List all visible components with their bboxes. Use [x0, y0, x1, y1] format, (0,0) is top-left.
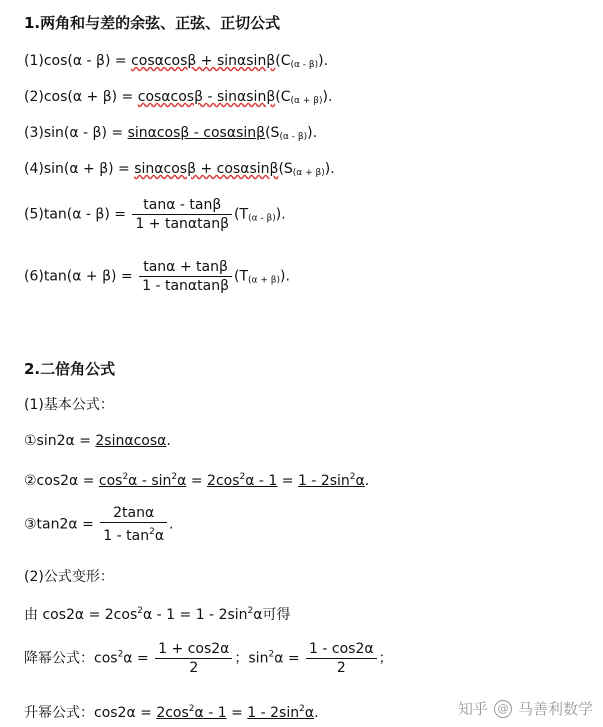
- watermark-site: 知乎: [457, 700, 488, 718]
- formula-part1: [156, 705, 226, 721]
- formula-label: ②cos2α =: [24, 473, 99, 489]
- fraction: [306, 640, 377, 677]
- formula-label: (6)tan(α + β) =: [24, 268, 138, 285]
- fraction-denominator: 2: [336, 660, 346, 676]
- part-text: α: [177, 473, 187, 489]
- part-text: 2cos: [207, 473, 240, 489]
- at-icon: @: [494, 700, 512, 718]
- formula-tag-end: ).: [275, 206, 286, 223]
- formula-tag: (T: [234, 268, 249, 285]
- formula-tag-end: ).: [280, 268, 290, 285]
- formula-rhs: sinαcosβ - cosαsinβ: [127, 125, 266, 141]
- transform-label: (2)公式变形：: [24, 569, 114, 585]
- exponent: 2: [299, 704, 305, 714]
- formula-tag-end: ).: [307, 125, 318, 141]
- part-text: α - 1: [194, 705, 227, 721]
- exponent: 2: [122, 472, 129, 482]
- formula-tag-sub: (α - β): [248, 213, 276, 224]
- formula-rhs: 2sinαcosα: [95, 433, 167, 449]
- part-text: 1 - tan: [103, 528, 150, 544]
- formula-rhs: sinαcosβ + cosαsinβ: [134, 161, 279, 177]
- part-text: α: [355, 473, 365, 489]
- formula-label: (4)sin(α + β) =: [24, 161, 135, 177]
- exponent: 2: [149, 527, 155, 537]
- part-text: α可得: [253, 607, 291, 623]
- power-reduction-formula: [24, 640, 393, 677]
- formula-end: ；: [378, 650, 393, 667]
- fraction: [132, 196, 232, 233]
- double-angle-sin: [24, 432, 171, 450]
- equals: =: [186, 473, 208, 489]
- formula-tag: (S: [278, 161, 293, 177]
- power-raising-formula: [24, 700, 319, 722]
- part-text: ；sin: [234, 650, 269, 667]
- fraction-numerator: 1 - cos2α: [306, 640, 377, 659]
- part-text: α - 1: [245, 473, 278, 489]
- double-angle-tan: [24, 504, 174, 545]
- formula-tag: (T: [234, 206, 249, 223]
- formula-part1: [99, 473, 187, 489]
- part-text: 2cos: [156, 705, 189, 721]
- formula-tag-sub: (α - β): [279, 132, 308, 142]
- exponent: 2: [117, 649, 124, 660]
- exponent: 2: [171, 472, 178, 482]
- formula-end: .: [169, 516, 174, 533]
- section1-heading: 1.两角和与差的余弦、正弦、正切公式: [24, 14, 281, 32]
- exponent: 2: [137, 606, 143, 616]
- formula-tag-end: ).: [324, 161, 335, 177]
- formula-tag-sub: (α + β): [292, 168, 325, 178]
- part-text: α: [304, 705, 315, 721]
- double-angle-cos: [24, 468, 369, 490]
- part-text: 1 - 2sin: [247, 705, 300, 721]
- section2-heading: 2.二倍角公式: [24, 360, 116, 378]
- formula-tag-end: ).: [318, 53, 329, 69]
- fraction-numerator: tanα + tanβ: [139, 258, 232, 277]
- part-text: α =: [123, 650, 154, 667]
- exponent: 2: [349, 472, 356, 482]
- exponent: 2: [247, 606, 254, 616]
- formula-label: (3)sin(α - β) =: [24, 125, 128, 141]
- fraction-numerator: tanα - tanβ: [132, 196, 232, 215]
- formula-tan-plus: [24, 258, 290, 295]
- exponent: 2: [239, 472, 246, 482]
- watermark-author: 马善利数学: [517, 700, 593, 718]
- formula-tag-end: ).: [322, 89, 333, 105]
- fraction-numerator: 1 + cos2α: [155, 640, 232, 659]
- formula-end: .: [314, 705, 319, 721]
- fraction: [155, 640, 232, 677]
- formula-cos-plus: [24, 88, 332, 110]
- formula-tag: (S: [265, 125, 280, 141]
- equals: =: [226, 705, 248, 721]
- formula-tag-sub: (α + β): [248, 275, 281, 286]
- fraction-denominator: 1 - tanαtanβ: [142, 278, 230, 294]
- fraction-numerator: 2tanα: [100, 504, 167, 523]
- exponent: 2: [268, 649, 275, 660]
- formula-tan-minus: [24, 196, 286, 233]
- formula-part2: [207, 473, 277, 489]
- fraction-denominator: [100, 523, 167, 545]
- formula-label: 降幂公式：cos: [24, 650, 118, 667]
- basic-formulas-label: (1)基本公式：: [24, 397, 114, 413]
- formula-label: (5)tan(α - β) =: [24, 206, 131, 223]
- part-text: α =: [274, 650, 305, 667]
- formula-end: .: [166, 433, 171, 449]
- formula-sin-plus: [24, 160, 335, 182]
- formula-tag-sub: (α + β): [290, 96, 323, 106]
- part-text: 1 - 2sin: [297, 473, 350, 489]
- fraction-denominator: 1 + tanαtanβ: [135, 216, 230, 232]
- zhihu-watermark: [458, 698, 593, 719]
- formula-rhs: cosαcosβ - sinαsinβ: [137, 89, 276, 105]
- fraction-denominator: 2: [189, 660, 199, 676]
- formula-part2: [247, 705, 314, 721]
- part-text: cos: [98, 473, 123, 489]
- formula-tag: (C: [275, 89, 291, 105]
- formula-part3: [298, 473, 365, 489]
- formula-rhs: cosαcosβ + sinαsinβ: [131, 53, 276, 69]
- formula-cos-minus: [24, 52, 328, 74]
- formula-tag: (C: [275, 53, 291, 69]
- fraction: [139, 258, 232, 295]
- formula-label: ①sin2α =: [24, 433, 96, 449]
- part-text: α - 1 = 1 - 2sin: [142, 607, 248, 623]
- transform-derivation: [24, 602, 291, 624]
- formula-label: (1)cos(α - β) =: [24, 53, 132, 69]
- formula-label: ③tan2α =: [24, 516, 99, 533]
- formula-end: .: [364, 473, 370, 489]
- equals: =: [277, 473, 298, 489]
- formula-sin-minus: [24, 124, 317, 146]
- part-text: α: [154, 528, 165, 544]
- formula-label: 升幂公式：cos2α =: [24, 705, 157, 721]
- part-text: α - sin: [128, 473, 172, 489]
- exponent: 2: [188, 704, 195, 714]
- formula-tag-sub: (α - β): [290, 60, 319, 70]
- fraction: [100, 504, 167, 545]
- part-text: 由 cos2α = 2cos: [24, 607, 138, 623]
- formula-label: (2)cos(α + β) =: [24, 89, 138, 105]
